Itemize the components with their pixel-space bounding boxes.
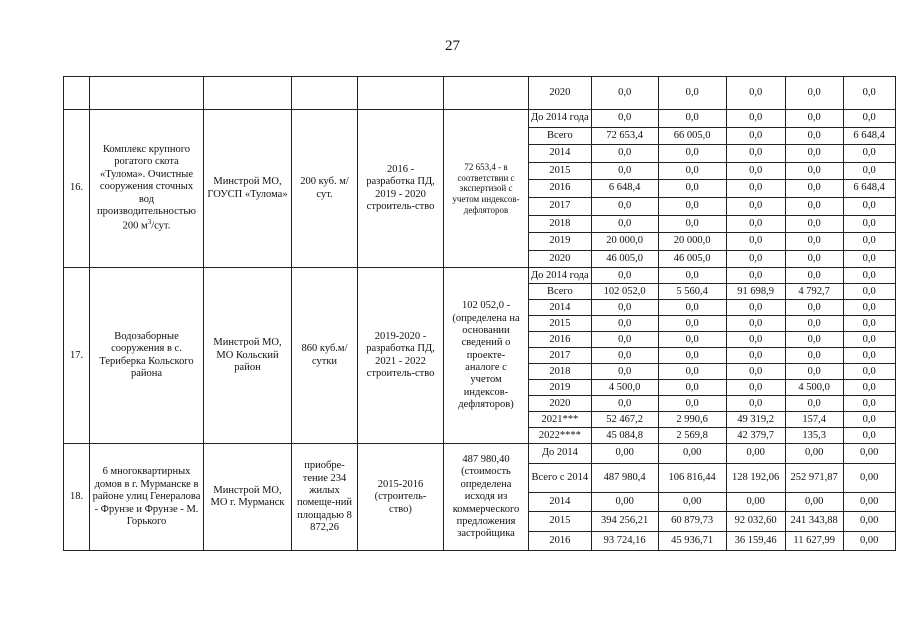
value-cell: 0,0 xyxy=(726,162,785,180)
value-cell: 0,0 xyxy=(785,162,843,180)
value-cell: 0,00 xyxy=(785,444,843,464)
year-cell: 2015 xyxy=(529,316,592,332)
value-cell: 11 627,99 xyxy=(785,531,843,551)
year-cell: 2015 xyxy=(529,512,592,532)
value-cell: 0,0 xyxy=(785,332,843,348)
value-cell: 0,00 xyxy=(785,492,843,512)
value-cell: 6 648,4 xyxy=(591,180,658,198)
value-cell: 0,0 xyxy=(785,316,843,332)
value-cell: 157,4 xyxy=(785,412,843,428)
value-cell: 0,0 xyxy=(785,396,843,412)
value-cell: 46 005,0 xyxy=(658,250,726,268)
value-cell: 0,0 xyxy=(658,380,726,396)
value-cell: 0,0 xyxy=(658,364,726,380)
cost-cell xyxy=(444,77,529,110)
year-cell: 2019 xyxy=(529,233,592,251)
value-cell: 0,0 xyxy=(591,300,658,316)
value-cell: 52 467,2 xyxy=(591,412,658,428)
value-cell: 0,0 xyxy=(785,250,843,268)
value-cell: 0,00 xyxy=(843,512,895,532)
page-number: 27 xyxy=(445,38,460,54)
value-cell: 0,0 xyxy=(843,250,895,268)
value-cell: 4 792,7 xyxy=(785,284,843,300)
value-cell: 0,0 xyxy=(843,332,895,348)
value-cell: 0,0 xyxy=(591,197,658,215)
value-cell: 0,0 xyxy=(843,348,895,364)
value-cell: 0,0 xyxy=(726,332,785,348)
value-cell: 0,0 xyxy=(843,233,895,251)
value-cell: 0,0 xyxy=(726,233,785,251)
name-line: рогатого скота xyxy=(114,156,179,168)
value-cell: 0,0 xyxy=(726,127,785,145)
value-cell: 60 879,73 xyxy=(658,512,726,532)
value-cell: 91 698,9 xyxy=(726,284,785,300)
value-cell: 0,0 xyxy=(843,145,895,163)
object-name: Водозаборные сооружения в с. Териберка Кольского района xyxy=(90,268,204,444)
value-cell: 0,0 xyxy=(843,215,895,233)
year-cell: 2014 xyxy=(529,492,592,512)
value-cell: 102 052,0 xyxy=(591,284,658,300)
period-cell xyxy=(358,77,444,110)
value-cell: 0,0 xyxy=(785,180,843,198)
value-cell: 0,0 xyxy=(785,364,843,380)
value-cell: 0,0 xyxy=(785,77,843,110)
row-number: 18. xyxy=(64,444,90,551)
value-cell: 0,0 xyxy=(658,268,726,284)
year-cell: 2014 xyxy=(529,300,592,316)
period-cell: 2015-2016 (строитель-ство) xyxy=(358,444,444,551)
value-cell: 0,0 xyxy=(726,300,785,316)
value-cell: 0,0 xyxy=(843,284,895,300)
value-cell: 252 971,87 xyxy=(785,463,843,492)
name-line: «Тулома». Очистные xyxy=(99,168,194,180)
year-cell: 2016 xyxy=(529,531,592,551)
value-cell: 394 256,21 xyxy=(591,512,658,532)
name-line: сооружения сточных xyxy=(99,181,194,193)
value-cell: 0,0 xyxy=(785,145,843,163)
table-row xyxy=(64,268,896,284)
value-cell: 0,0 xyxy=(726,396,785,412)
value-cell: 0,0 xyxy=(658,215,726,233)
value-cell: 4 500,0 xyxy=(591,380,658,396)
value-cell: 4 500,0 xyxy=(785,380,843,396)
year-cell: 2019 xyxy=(529,380,592,396)
value-cell: 0,0 xyxy=(843,268,895,284)
period-cell: 2016 - разработка ПД, 2019 - 2020 строитель-ство xyxy=(358,110,444,268)
name-line: Комплекс крупного xyxy=(102,144,191,156)
value-cell: 0,0 xyxy=(658,197,726,215)
projects-table xyxy=(63,76,896,551)
customer-cell: Минстрой МО, МО г. Мурманск xyxy=(204,444,292,551)
value-cell: 6 648,4 xyxy=(843,127,895,145)
name-line: производительностью xyxy=(97,205,196,217)
name-line: /сут. xyxy=(151,220,171,232)
value-cell: 20 000,0 xyxy=(658,233,726,251)
value-cell: 0,0 xyxy=(843,380,895,396)
value-cell: 0,0 xyxy=(726,348,785,364)
value-cell: 0,0 xyxy=(785,197,843,215)
value-cell: 0,0 xyxy=(658,145,726,163)
value-cell: 0,0 xyxy=(658,110,726,128)
value-cell: 0,0 xyxy=(658,162,726,180)
year-cell: Всего с 2014 xyxy=(529,463,592,492)
year-cell: До 2014 xyxy=(529,444,592,464)
value-cell: 0,0 xyxy=(785,127,843,145)
row-number: 16. xyxy=(64,110,90,268)
value-cell: 0,00 xyxy=(843,463,895,492)
year-cell: 2015 xyxy=(529,162,592,180)
capacity-cell: 200 куб. м/сут. xyxy=(292,110,358,268)
value-cell: 0,00 xyxy=(726,444,785,464)
value-cell: 0,0 xyxy=(658,77,726,110)
value-cell: 0,00 xyxy=(591,444,658,464)
value-cell: 0,0 xyxy=(843,110,895,128)
value-cell: 66 005,0 xyxy=(658,127,726,145)
capacity-cell: приобре-тение 234 жилых помеще-ний площадью 8 872,26 xyxy=(292,444,358,551)
value-cell: 46 005,0 xyxy=(591,250,658,268)
value-cell: 0,00 xyxy=(843,444,895,464)
value-cell: 0,0 xyxy=(843,396,895,412)
value-cell: 0,0 xyxy=(658,180,726,198)
year-cell: 2020 xyxy=(529,77,592,110)
value-cell: 0,0 xyxy=(726,215,785,233)
value-cell: 0,0 xyxy=(591,162,658,180)
value-cell: 0,00 xyxy=(843,531,895,551)
cost-cell: 487 980,40 (стоимость определена исходя из коммерческого предложения застройщика xyxy=(444,444,529,551)
name-line: вод xyxy=(138,193,155,205)
value-cell: 0,0 xyxy=(591,145,658,163)
value-cell: 0,0 xyxy=(843,197,895,215)
cost-cell: 72 653,4 - в соответствии с экспертизой с учетом индексов-дефляторов xyxy=(444,110,529,268)
value-cell: 0,0 xyxy=(785,268,843,284)
value-cell: 0,0 xyxy=(843,428,895,444)
value-cell: 0,0 xyxy=(591,268,658,284)
value-cell: 0,0 xyxy=(726,110,785,128)
value-cell: 0,0 xyxy=(726,197,785,215)
value-cell: 72 653,4 xyxy=(591,127,658,145)
value-cell: 0,0 xyxy=(843,162,895,180)
value-cell: 92 032,60 xyxy=(726,512,785,532)
value-cell: 0,0 xyxy=(658,396,726,412)
year-cell: До 2014 года xyxy=(529,110,592,128)
year-cell: Всего xyxy=(529,127,592,145)
value-cell: 0,0 xyxy=(591,316,658,332)
year-cell: 2018 xyxy=(529,215,592,233)
value-cell: 0,00 xyxy=(658,444,726,464)
value-cell: 6 648,4 xyxy=(843,180,895,198)
year-cell: 2021*** xyxy=(529,412,592,428)
value-cell: 0,0 xyxy=(726,250,785,268)
value-cell: 36 159,46 xyxy=(726,531,785,551)
customer-cell: Минстрой МО, МО Кольский район xyxy=(204,268,292,444)
value-cell: 0,0 xyxy=(591,77,658,110)
name-line: 200 м xyxy=(122,220,148,232)
year-cell: Всего xyxy=(529,284,592,300)
table-row xyxy=(64,444,896,464)
value-cell: 45 084,8 xyxy=(591,428,658,444)
value-cell: 128 192,06 xyxy=(726,463,785,492)
year-cell: 2022**** xyxy=(529,428,592,444)
value-cell: 0,0 xyxy=(843,364,895,380)
year-cell: 2014 xyxy=(529,145,592,163)
value-cell: 0,0 xyxy=(591,215,658,233)
value-cell: 487 980,4 xyxy=(591,463,658,492)
value-cell: 0,0 xyxy=(726,316,785,332)
value-cell: 0,0 xyxy=(843,316,895,332)
value-cell: 0,0 xyxy=(591,332,658,348)
value-cell: 0,0 xyxy=(726,364,785,380)
value-cell: 49 319,2 xyxy=(726,412,785,428)
value-cell: 0,0 xyxy=(591,396,658,412)
value-cell: 20 000,0 xyxy=(591,233,658,251)
value-cell: 0,0 xyxy=(785,233,843,251)
capacity-cell xyxy=(292,77,358,110)
value-cell: 0,00 xyxy=(726,492,785,512)
value-cell: 0,0 xyxy=(658,348,726,364)
value-cell: 0,0 xyxy=(726,268,785,284)
value-cell: 0,0 xyxy=(658,300,726,316)
cost-cell: 102 052,0 - (определена на основании сведений о проекте-аналоге с учетом индексов-дефляторов) xyxy=(444,268,529,444)
year-cell: 2018 xyxy=(529,364,592,380)
value-cell: 0,0 xyxy=(726,380,785,396)
value-cell: 0,0 xyxy=(658,316,726,332)
value-cell: 2 990,6 xyxy=(658,412,726,428)
value-cell: 0,0 xyxy=(591,364,658,380)
value-cell: 0,0 xyxy=(726,145,785,163)
value-cell: 0,0 xyxy=(726,180,785,198)
value-cell: 0,00 xyxy=(591,492,658,512)
year-cell: 2017 xyxy=(529,348,592,364)
table-row xyxy=(64,110,896,128)
row-number: 17. xyxy=(64,268,90,444)
value-cell: 135,3 xyxy=(785,428,843,444)
value-cell: 0,0 xyxy=(843,412,895,428)
value-cell: 0,0 xyxy=(785,110,843,128)
year-cell: До 2014 года xyxy=(529,268,592,284)
object-name: 6 многоквартирных домов в г. Мурманске в районе улиц Генералова - Фрунзе и Фрунзе - М. Горького xyxy=(90,444,204,551)
value-cell: 0,0 xyxy=(658,332,726,348)
period-cell: 2019-2020 - разработка ПД, 2021 - 2022 строитель-ство xyxy=(358,268,444,444)
value-cell: 45 936,71 xyxy=(658,531,726,551)
value-cell: 0,0 xyxy=(843,300,895,316)
value-cell: 42 379,7 xyxy=(726,428,785,444)
superscript: 3 xyxy=(147,218,152,227)
value-cell: 2 569,8 xyxy=(658,428,726,444)
value-cell: 0,0 xyxy=(843,77,895,110)
value-cell: 0,00 xyxy=(658,492,726,512)
value-cell: 93 724,16 xyxy=(591,531,658,551)
object-name xyxy=(90,110,204,268)
value-cell: 0,0 xyxy=(591,110,658,128)
year-cell: 2020 xyxy=(529,396,592,412)
table-row xyxy=(64,77,896,110)
year-cell: 2016 xyxy=(529,180,592,198)
customer-cell: Минстрой МО, ГОУСП «Тулома» xyxy=(204,110,292,268)
value-cell: 0,0 xyxy=(785,300,843,316)
num-cell xyxy=(64,77,90,110)
capacity-cell: 860 куб.м/ сутки xyxy=(292,268,358,444)
value-cell: 0,00 xyxy=(843,492,895,512)
value-cell: 0,0 xyxy=(785,348,843,364)
year-cell: 2017 xyxy=(529,197,592,215)
value-cell: 106 816,44 xyxy=(658,463,726,492)
value-cell: 0,0 xyxy=(785,215,843,233)
value-cell: 5 560,4 xyxy=(658,284,726,300)
value-cell: 0,0 xyxy=(591,348,658,364)
value-cell: 0,0 xyxy=(726,77,785,110)
year-cell: 2016 xyxy=(529,332,592,348)
name-cell xyxy=(90,77,204,110)
value-cell: 241 343,88 xyxy=(785,512,843,532)
year-cell: 2020 xyxy=(529,250,592,268)
customer-cell xyxy=(204,77,292,110)
